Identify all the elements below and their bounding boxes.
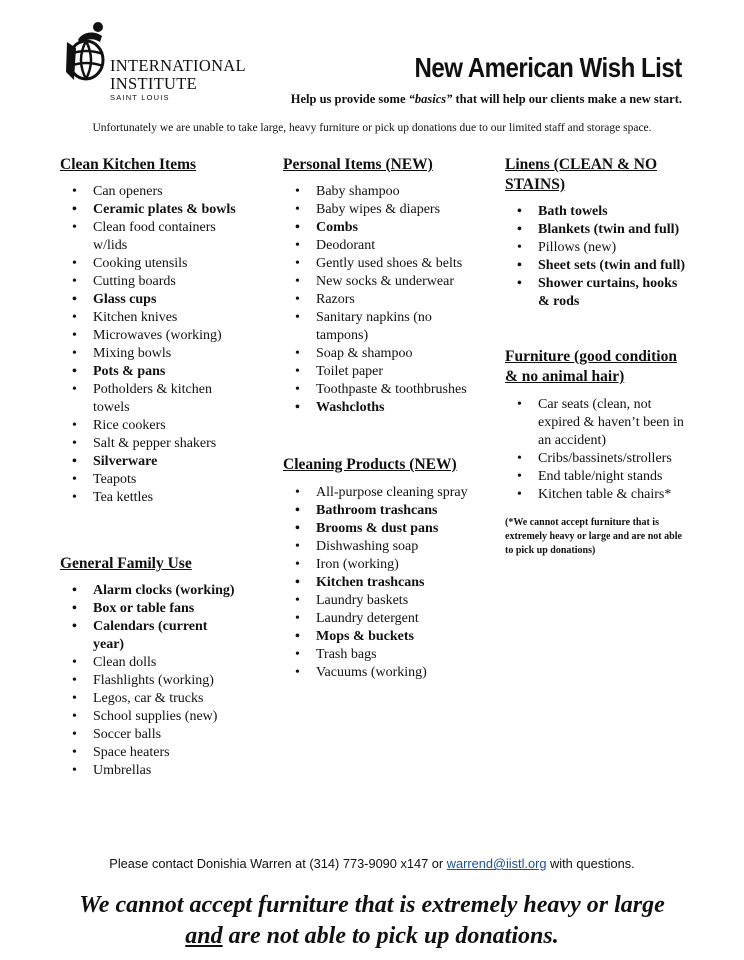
list-item: • Vacuums (working) [283,664,468,682]
logo-line-3: SAINT LOUIS [110,93,170,102]
warning-underlined-word: and [185,923,223,949]
list-item: • School supplies (new) [60,708,240,726]
list-item: • Sheet sets (twin and full) [505,257,690,275]
furniture-note: (*We cannot accept furniture that is extremely heavy or large and are not able to pick up donations) [505,517,682,556]
list-item: • Kitchen table & chairs* [505,486,690,504]
list-item: • Cutting boards [60,273,240,291]
globe-figure-icon [64,20,110,86]
section-title-linens: Linens (CLEAN & NO STAINS) [505,156,658,193]
list-item: • Baby wipes & diapers [283,201,468,219]
cleaning-list [283,484,468,682]
list-item: • Iron (working) [283,556,468,574]
kitchen-list [60,183,240,507]
logo-line-1: INTERNATIONAL [110,56,246,75]
list-item: • Box or table fans [60,600,240,618]
list-item: • Silverware [60,453,240,471]
section-title-kitchen: Clean Kitchen Items [60,156,197,173]
list-item: • Umbrellas [60,762,240,780]
list-item: • Mixing bowls [60,345,240,363]
section-title-personal: Personal Items (NEW) [283,156,433,173]
list-item: • Car seats (clean, not expired & haven’t been in an accident) [505,396,690,450]
section-title-furniture: Furniture (good condition & no animal hair) [505,348,677,385]
logo-line-2: INSTITUTE [110,74,198,93]
list-item: • Legos, car & trucks [60,690,240,708]
warning-line-2 [0,921,744,952]
list-item: • Trash bags [283,646,468,664]
list-item: • End table/night stands [505,468,690,486]
list-item: • Sanitary napkins (no tampons) [283,309,468,345]
institute-logo [64,20,254,100]
list-item: • Bathroom trashcans [283,502,468,520]
list-item: • Kitchen knives [60,309,240,327]
column-left [60,155,240,780]
list-item: • Flashlights (working) [60,672,240,690]
list-item: • Clean dolls [60,654,240,672]
list-item: • Toothpaste & toothbrushes [283,381,468,399]
personal-list [283,183,468,417]
list-item: • Salt & pepper shakers [60,435,240,453]
list-item: • Razors [283,291,468,309]
furniture-list [505,396,690,504]
list-item: • Combs [283,219,468,237]
column-middle [283,155,468,682]
list-item: • All-purpose cleaning spray [283,484,468,502]
list-item: • Soap & shampoo [283,345,468,363]
list-item: • Kitchen trashcans [283,574,468,592]
list-item: • Baby shampoo [283,183,468,201]
contact-after: with questions. [546,856,635,871]
list-item: • Teapots [60,471,240,489]
section-title-cleaning: Cleaning Products (NEW) [283,456,457,473]
list-item: • Calendars (current year) [60,618,240,654]
family-list [60,582,240,780]
list-item: • Bath towels [505,203,690,221]
list-item: • Washcloths [283,399,468,417]
list-item: • Blankets (twin and full) [505,221,690,239]
list-item: • Cooking utensils [60,255,240,273]
linens-list [505,203,690,311]
list-item: • Laundry baskets [283,592,468,610]
list-item: • Dishwashing soap [283,538,468,556]
list-item: • Deodorant [283,237,468,255]
contact-email-link[interactable]: warrend@iistl.org [446,856,547,871]
list-item: • Glass cups [60,291,240,309]
list-item: • Can openers [60,183,240,201]
subtitle-emphasis: “basics” [408,92,453,106]
list-item: • Alarm clocks (working) [60,582,240,600]
contact-line [0,856,744,871]
list-item: • Soccer balls [60,726,240,744]
list-item: • Toilet paper [283,363,468,381]
notice-text: Unfortunately we are unable to take large, heavy furniture or pick up donations due to our limited staff and storage space. [92,122,652,134]
section-title-family: General Family Use [60,555,192,572]
list-item: • Tea kettles [60,489,240,507]
list-item: • Clean food containers w/lids [60,219,240,255]
page-subtitle [291,92,682,107]
list-item: • Brooms & dust pans [283,520,468,538]
list-item: • Space heaters [60,744,240,762]
list-item: • New socks & underwear [283,273,468,291]
list-item: • Cribs/bassinets/strollers [505,450,690,468]
list-item: • Shower curtains, hooks & rods [505,275,690,311]
list-item: • Pillows (new) [505,239,690,257]
list-item: • Potholders & kitchen towels [60,381,240,417]
list-item: • Rice cookers [60,417,240,435]
subtitle-after: that will help our clients make a new start. [452,92,682,106]
list-item: • Ceramic plates & bowls [60,201,240,219]
list-item: • Pots & pans [60,363,240,381]
warning-line-1: We cannot accept furniture that is extremely heavy or large [79,892,665,918]
list-item: • Gently used shoes & belts [283,255,468,273]
subtitle-before: Help us provide some [290,92,409,106]
list-item: • Laundry detergent [283,610,468,628]
column-right [505,155,690,558]
contact-before: Please contact Donishia Warren at (314) 773-9090 x147 or [109,856,447,871]
warning-line-2-rest: are not able to pick up donations. [222,923,559,949]
list-item: • Microwaves (working) [60,327,240,345]
page-title: New American Wish List [414,52,682,83]
bottom-warning [0,890,744,952]
list-item: • Mops & buckets [283,628,468,646]
